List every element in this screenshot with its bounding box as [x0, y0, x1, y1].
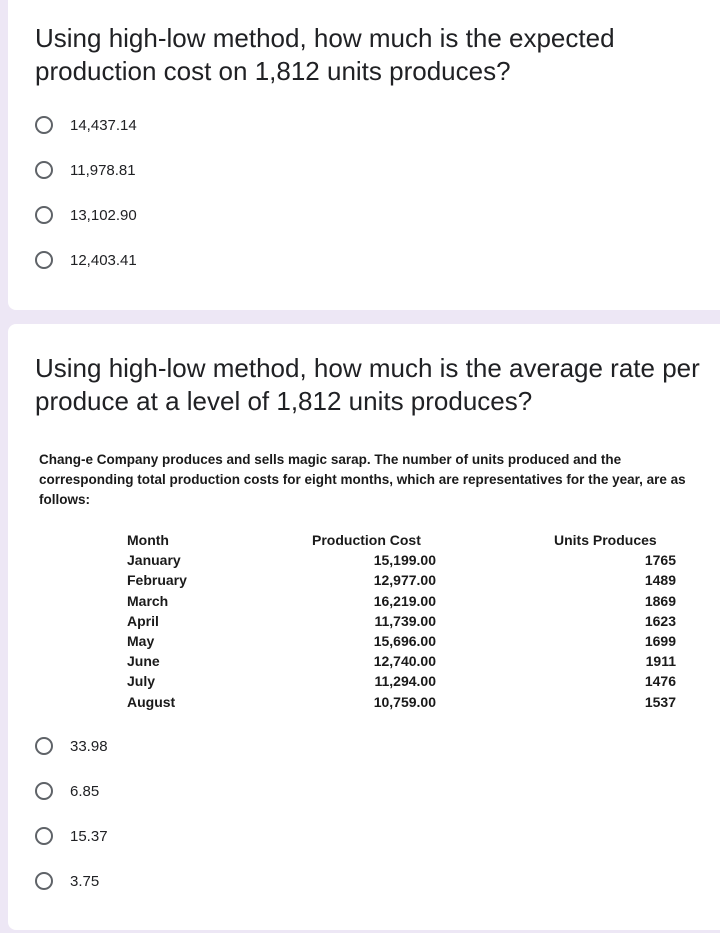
option-label: 13,102.90	[70, 206, 137, 224]
column-header: Month	[127, 532, 169, 548]
radio-button-icon[interactable]	[35, 206, 53, 224]
option-label: 6.85	[70, 782, 100, 800]
option-radio[interactable]	[35, 866, 99, 896]
column-header: Production Cost	[312, 532, 421, 548]
table-cell: June	[127, 653, 160, 670]
table-cell: 1869	[644, 592, 676, 609]
option-radio[interactable]	[35, 110, 137, 140]
option-radio[interactable]	[35, 731, 108, 761]
table-cell: May	[127, 633, 155, 650]
table-column-units	[554, 530, 676, 712]
table-cell: 1476	[644, 673, 676, 690]
table-cell: July	[127, 673, 156, 690]
option-label: 15.37	[70, 827, 108, 845]
option-radio[interactable]	[35, 200, 137, 230]
radio-button-icon[interactable]	[35, 827, 53, 845]
option-radio[interactable]	[35, 821, 108, 851]
question-card-2	[8, 324, 720, 930]
table-cell: 12,977.00	[373, 572, 436, 589]
option-radio[interactable]	[35, 245, 137, 275]
table-cell: 16,219.00	[373, 592, 436, 609]
table-cell: 15,696.00	[373, 633, 436, 650]
table-cell: 10,759.00	[373, 693, 436, 710]
option-label: 33.98	[70, 737, 108, 755]
table-cell: January	[127, 552, 181, 569]
table-column-month	[127, 530, 187, 712]
radio-button-icon[interactable]	[35, 737, 53, 755]
table-column-cost	[288, 530, 436, 712]
table-cell: February	[127, 572, 187, 589]
option-label: 14,437.14	[70, 116, 137, 134]
radio-button-icon[interactable]	[35, 251, 53, 269]
option-radio[interactable]	[35, 155, 136, 185]
table-cell: 12,740.00	[373, 653, 436, 670]
option-label: 11,978.81	[70, 161, 136, 179]
question-title: Using high-low method, how much is the average rate per produce at a level of 1,812 units produces?	[35, 353, 700, 416]
problem-statement: Chang-e Company produces and sells magic sarap. The number of units produced and the corresponding total production costs for eight months, which are representatives for the year, are as follows:	[39, 452, 686, 507]
table-cell: 1537	[644, 693, 676, 710]
table-cell: 11,294.00	[374, 673, 436, 690]
table-cell: April	[127, 612, 159, 629]
column-header: Units Produces	[554, 532, 657, 548]
option-label: 3.75	[70, 872, 100, 890]
table-cell: 1765	[644, 552, 676, 569]
table-cell: 11,739.00	[374, 612, 436, 629]
table-cell: 1489	[644, 572, 676, 589]
radio-button-icon[interactable]	[35, 116, 53, 134]
radio-button-icon[interactable]	[35, 872, 53, 890]
table-cell: 1699	[644, 633, 676, 650]
table-cell: August	[127, 693, 176, 710]
question-title: Using high-low method, how much is the expected production cost on 1,812 units produces?	[35, 23, 615, 86]
question-card-1	[8, 0, 720, 310]
radio-button-icon[interactable]	[35, 782, 53, 800]
option-radio[interactable]	[35, 776, 99, 806]
table-cell: 15,199.00	[373, 552, 436, 569]
table-cell: 1623	[644, 612, 676, 629]
table-cell: 1911	[645, 653, 676, 670]
table-cell: March	[127, 592, 169, 609]
radio-button-icon[interactable]	[35, 161, 53, 179]
option-label: 12,403.41	[70, 251, 137, 269]
